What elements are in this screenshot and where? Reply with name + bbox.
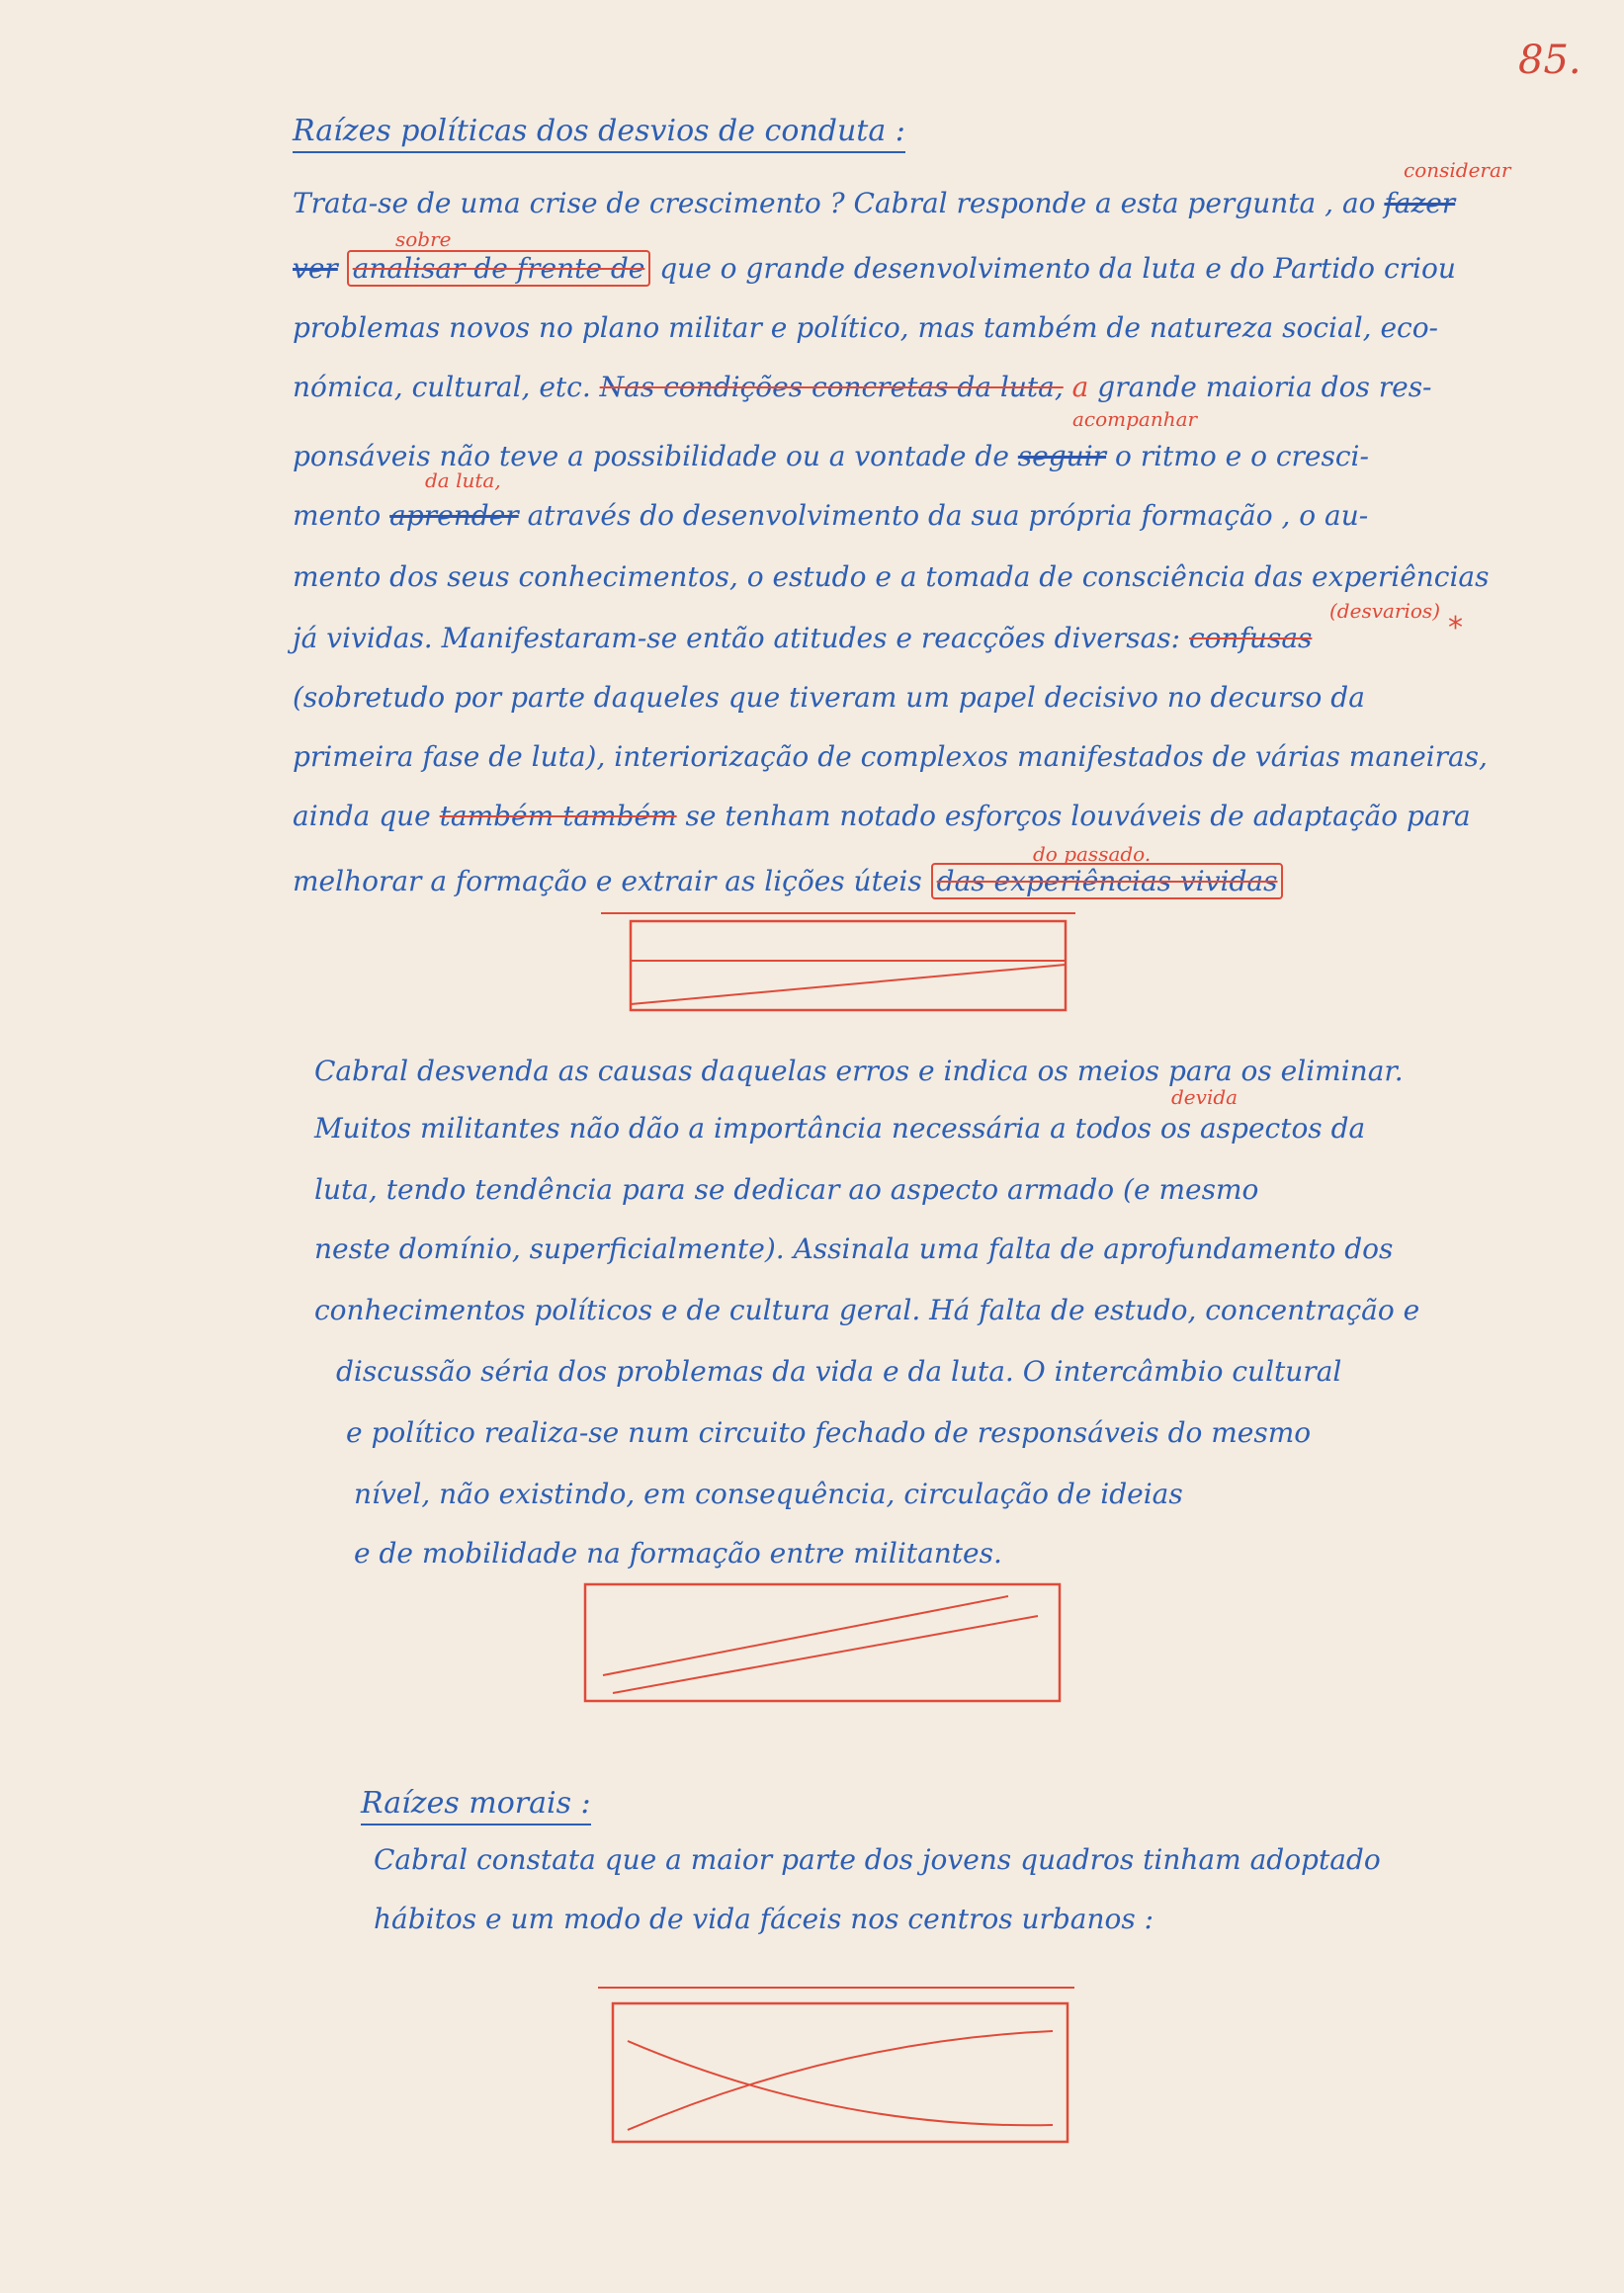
text-line-7: mento dos seus conhecimentos, o estudo e a tomada de consciência das experiências	[293, 560, 1490, 593]
insert-da-luta: da luta,	[425, 468, 501, 492]
text-line-4: nómica, cultural, etc. Nas condições concretas da luta, a grande maioria dos res-	[293, 371, 1432, 403]
text-line-9: (sobretudo por parte daqueles que tiveram um papel decisivo no decurso da	[293, 681, 1365, 714]
text-line-2: ver analisar de frente de que o grande desenvolvimento da luta e do Partido criou	[293, 252, 1456, 285]
insert-do-passado: do passado.	[1033, 842, 1152, 866]
text-line-15: luta, tendo tendência para se dedicar ao aspecto armado (e mesmo	[314, 1173, 1259, 1206]
text-line-16: neste domínio, superficialmente). Assinala uma falta de aprofundamento dos	[314, 1232, 1394, 1265]
text-line-19: e político realiza-se num circuito fechado de responsáveis do mesmo	[346, 1416, 1312, 1449]
text-line-21: e de mobilidade na formação entre militantes.	[354, 1537, 1002, 1570]
crossed-out-box-3	[588, 1982, 1092, 2155]
text-line-14: Muitos militantes não dão a importância necessária a todos os aspectos da	[314, 1112, 1366, 1145]
text-line-12: melhorar a formação e extrair as lições úteis das experiências vividas	[293, 868, 1538, 895]
text-line-3: problemas novos no plano militar e político, mas também de natureza social, eco-	[293, 311, 1439, 344]
text-line-17: conhecimentos políticos e de cultura geral. Há falta de estudo, concentração e	[314, 1294, 1420, 1326]
text-line-1: Trata-se de uma crise de crescimento ? Cabral responde a esta pergunta , ao fazer	[293, 187, 1456, 219]
insert-acompanhar: acompanhar	[1072, 407, 1198, 431]
text-line-5: ponsáveis não teve a possibilidade ou a vontade de seguir o ritmo e o cresci-	[293, 440, 1369, 472]
text-line-20: nível, não existindo, em consequência, circulação de ideias	[354, 1478, 1183, 1510]
crossed-out-box-2	[573, 1576, 1077, 1710]
text-line-8: já vividas. Manifestaram-se então atitudes e reacções diversas: confusas	[293, 622, 1313, 654]
text-line-22: Cabral constata que a maior parte dos jovens quadros tinham adoptado	[374, 1843, 1381, 1876]
text-line-23: hábitos e um modo de vida fáceis nos centros urbanos :	[374, 1903, 1154, 1935]
asterisk-mark: *	[1448, 611, 1463, 645]
text-line-6: mento aprender através do desenvolvimento da sua própria formação , o au-	[293, 499, 1369, 532]
text-line-18: discussão séria dos problemas da vida e da luta. O intercâmbio cultural	[336, 1355, 1342, 1388]
crossed-out-box-1	[593, 909, 1087, 1023]
section-heading-moral-roots: Raízes morais :	[361, 1789, 1606, 1819]
text-line-13: Cabral desvenda as causas daquelas erros e indica os meios para os eliminar.	[314, 1055, 1404, 1087]
insert-devida: devida	[1171, 1085, 1239, 1109]
insert-considerar: considerar	[1404, 158, 1511, 182]
section-heading-political-roots: Raízes políticas dos desvios de conduta :	[293, 117, 1538, 146]
text-line-11: ainda que também também se tenham notado esforços louváveis de adaptação para	[293, 800, 1471, 832]
insert-desvarios: (desvarios)	[1329, 599, 1440, 623]
page-number: 85.	[1518, 38, 1581, 83]
insert-sobre: sobre	[395, 227, 452, 251]
text-line-10: primeira fase de luta), interiorização de complexos manifestados de várias maneiras,	[293, 740, 1488, 773]
